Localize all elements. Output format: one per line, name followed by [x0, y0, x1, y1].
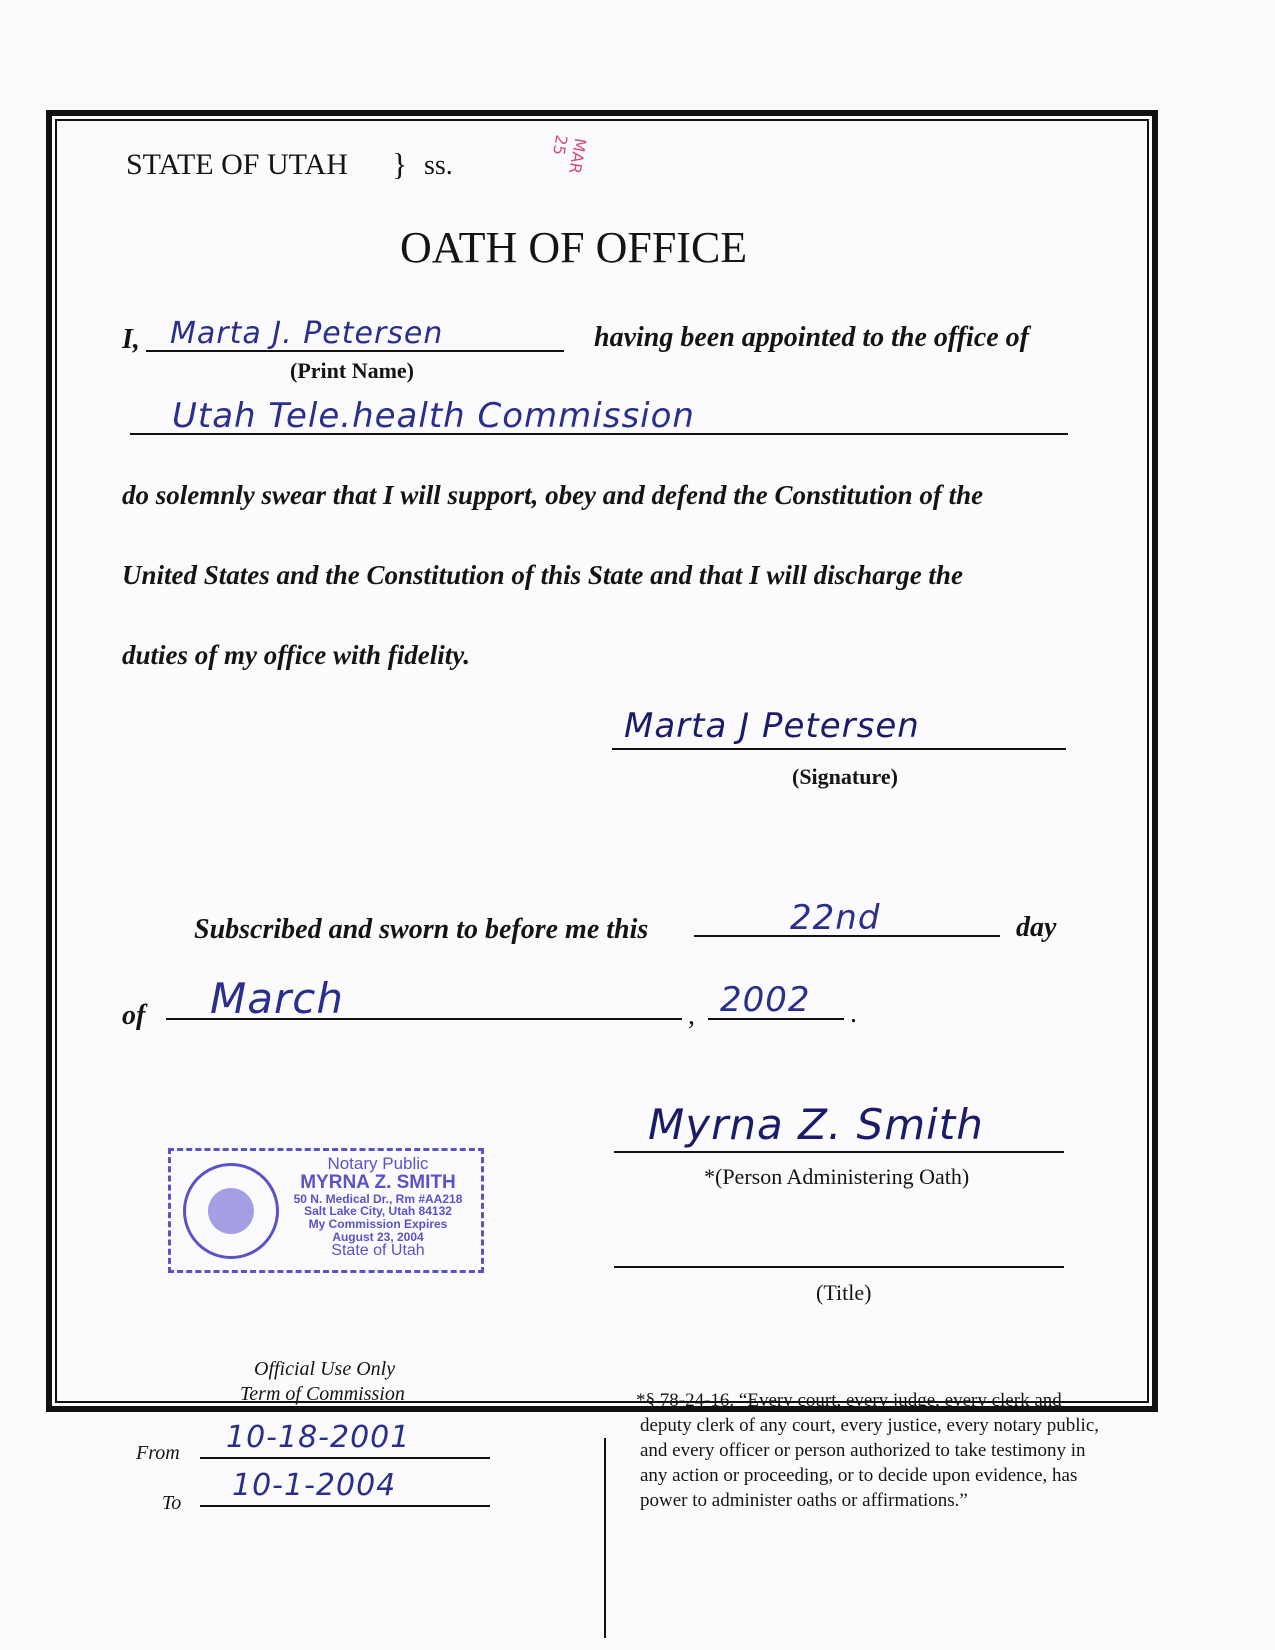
signature-value[interactable]: Marta J Petersen [624, 706, 920, 746]
title-line [614, 1266, 1064, 1268]
oath-line-1: do solemnly swear that I will support, obey and defend the Constitution of the [122, 480, 984, 510]
ss-label: ss. [424, 150, 453, 181]
year-value[interactable]: 2002 [720, 980, 811, 1020]
name-value[interactable]: Marta J. Petersen [170, 316, 444, 351]
footnote-line-2: deputy clerk of any court, every justice, every notary public, [640, 1415, 1099, 1436]
to-line [200, 1505, 490, 1507]
footnote-line-1: *§ 78-24-16. “Every court, every judge, every clerk and [636, 1390, 1062, 1411]
administrator-label: *(Person Administering Oath) [704, 1164, 970, 1189]
of-label: of [122, 1000, 146, 1031]
print-name-label: (Print Name) [290, 358, 415, 383]
notary-line-5: My Commission Expires [308, 1216, 448, 1231]
notary-line-1: Notary Public [327, 1154, 429, 1173]
administrator-line [614, 1151, 1064, 1153]
footnote-line-5: power to administer oaths or affirmations.” [640, 1490, 968, 1511]
from-label: From [136, 1442, 180, 1464]
from-line [200, 1457, 490, 1459]
official-use-heading: Official Use Only [254, 1358, 396, 1380]
notary-line-6: August 23, 2004 [332, 1229, 424, 1244]
bracket-glyph: } [392, 146, 408, 182]
notary-seal-stamp [168, 1148, 484, 1273]
i-prefix: I, [122, 324, 140, 355]
title-label: (Title) [816, 1280, 872, 1305]
oath-line-3: duties of my office with fidelity. [122, 640, 470, 670]
state-seal-icon [183, 1163, 279, 1259]
month-value[interactable]: March [210, 974, 344, 1023]
notary-line-7: State of Utah [331, 1242, 425, 1260]
footnote-line-4: any action or proceeding, or to decide upon evidence, has [640, 1465, 1078, 1486]
footnote-line-3: and every officer or person authorized to take testimony in [640, 1440, 1086, 1461]
day-label: day [1016, 912, 1057, 943]
oath-line-2: United States and the Constitution of this State and that I will discharge the [122, 560, 963, 590]
day-value[interactable]: 22nd [790, 898, 881, 938]
footer-divider [604, 1438, 606, 1638]
term-of-commission-heading: Term of Commission [240, 1383, 405, 1405]
comma-glyph: , [688, 1000, 695, 1031]
from-value[interactable]: 10-18-2001 [226, 1420, 411, 1455]
received-stamp: MAR 25 [549, 133, 590, 176]
to-label: To [162, 1492, 182, 1514]
notary-line-2: MYRNA Z. SMITH [300, 1171, 456, 1193]
to-value[interactable]: 10-1-2004 [232, 1468, 397, 1503]
period-glyph: . [850, 998, 857, 1029]
signature-line [612, 748, 1066, 750]
appointed-text: having been appointed to the office of [594, 322, 1029, 353]
subscribed-text: Subscribed and sworn to before me this [194, 914, 649, 945]
notary-line-4: Salt Lake City, Utah 84132 [304, 1204, 452, 1219]
signature-label: (Signature) [792, 764, 898, 789]
office-value[interactable]: Utah Tele.health Commission [172, 396, 695, 436]
document-title: OATH OF OFFICE [400, 223, 748, 272]
state-label: STATE OF UTAH [126, 148, 348, 181]
administrator-signature[interactable]: Myrna Z. Smith [648, 1100, 984, 1149]
notary-line-3: 50 N. Medical Dr., Rm #AA218 [293, 1191, 463, 1206]
